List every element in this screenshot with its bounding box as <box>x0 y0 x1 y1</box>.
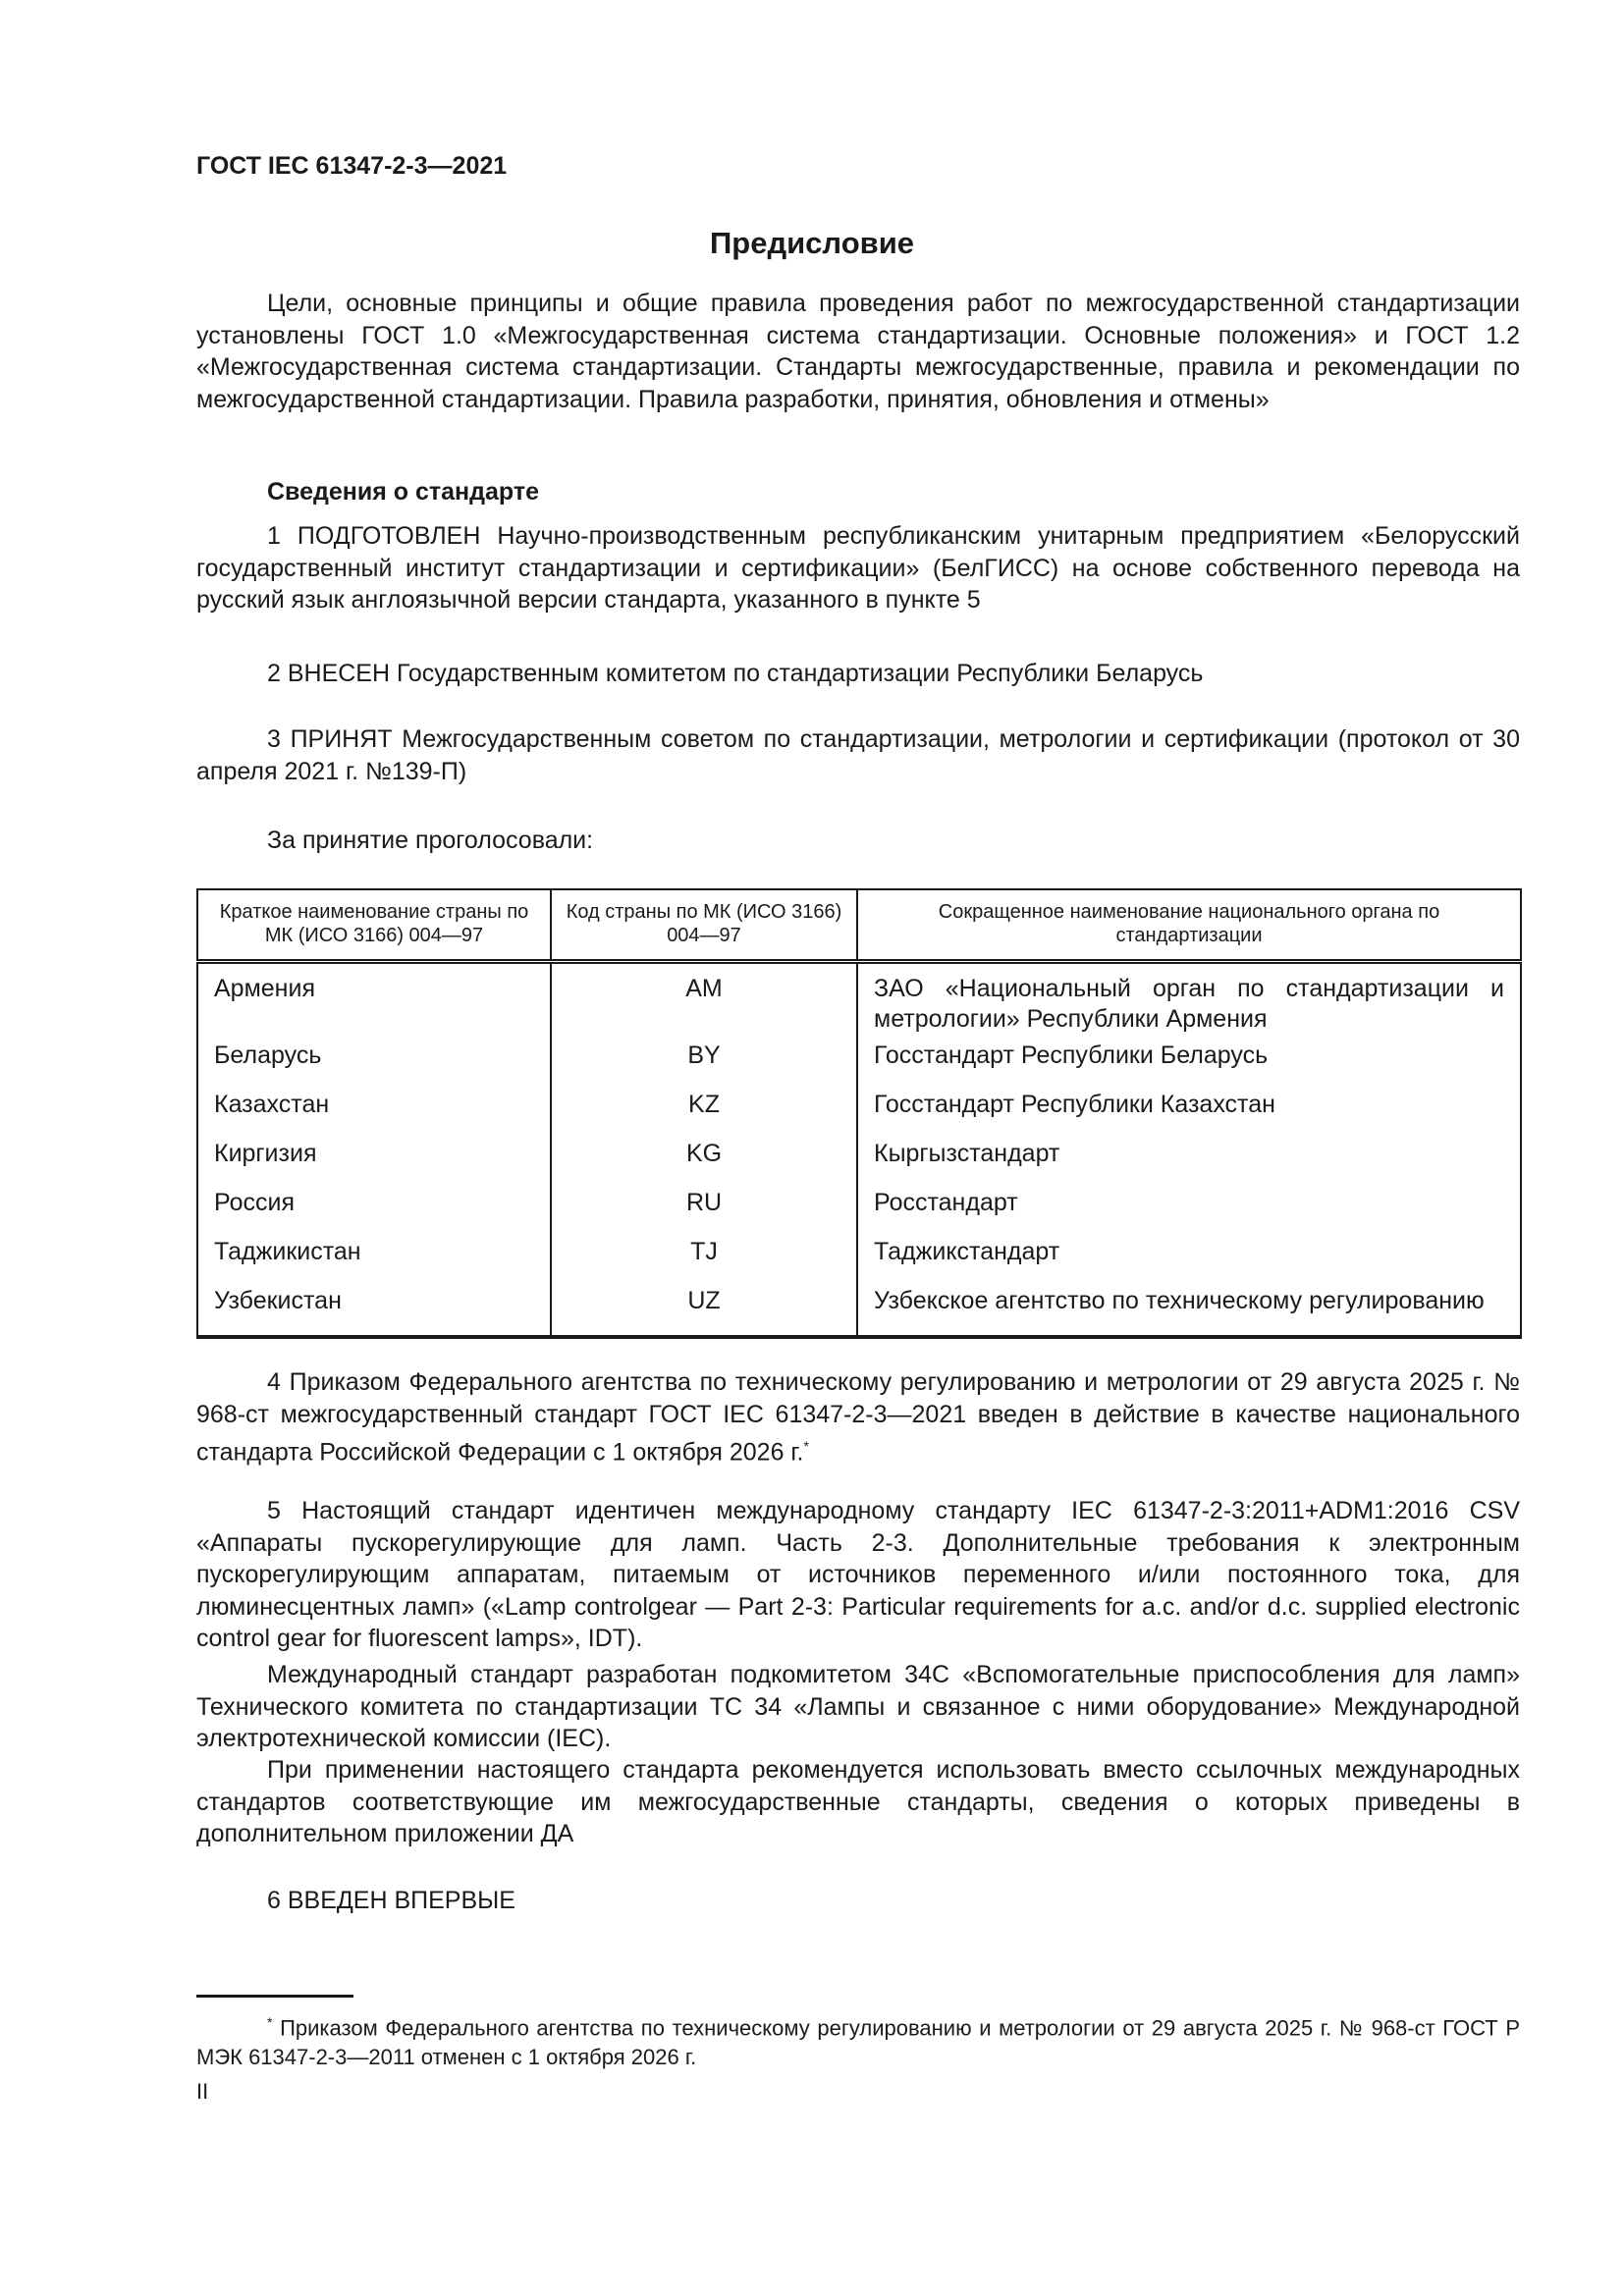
cell-body: Госстандарт Республики Казахстан <box>857 1090 1521 1139</box>
table-row <box>197 1041 1521 1090</box>
footnote-mark: * <box>267 2014 273 2030</box>
item-3: 3 ПРИНЯТ Межгосударственным советом по стандартизации, метрологии и сертификации (протокол от 30 апреля 2021 г. №139-П) <box>196 725 1520 785</box>
item-5-paragraph-3: При применении настоящего стандарта рекомендуется использовать вместо ссылочных международных стандартов соответствующие им межгосударственные стандарты, сведения о которых приведены в дополнительном приложении ДА <box>196 1756 1520 1847</box>
cell-code: KZ <box>551 1090 857 1139</box>
voted-label: За принятие проголосовали: <box>267 827 594 854</box>
item-5-paragraph-2: Международный стандарт разработан подкомитетом 34С «Вспомогательные приспособления для ламп» Технического комитета по стандартизации ТС 34 «Лампы и связанное с ними оборудование» Международной электротехнической комиссии (IEC). <box>196 1661 1520 1752</box>
table-header-row <box>197 889 1521 962</box>
item-4: 4 Приказом Федерального агентства по техническому регулированию и метрологии от 29 августа 2025 г. № 968-ст межгосударственный стандарт ГОСТ IEC 61347-2-3—2021 введен в действие в качестве национального стандарта Российской Федерации с 1 октября 2026 г.* <box>196 1368 1520 1467</box>
table-row <box>197 962 1521 1041</box>
item-2: 2 ВНЕСЕН Государственным комитетом по стандартизации Республики Беларусь <box>267 660 1204 687</box>
intro-paragraph <box>196 288 1520 415</box>
table-row <box>197 1286 1521 1337</box>
item-5: 5 Настоящий стандарт идентичен международному стандарту IEC 61347-2-3:2011+ADM1:2016 CSV «Аппараты пускорегулирующие для ламп. Часть 2-3. Дополнительные требования к электронным пускорегулирующим аппаратам, питаемым от источников переменного и/или постоянного тока, для люминесцентных ламп» («Lamp controlgear — Part 2-3: Particular requirements for a.c. and/or d.c. supplied electronic control gear for fluorescent lamps», IDT). <box>196 1497 1520 1652</box>
section-heading: Сведения о стандарте <box>267 478 540 506</box>
cell-body: Росстандарт <box>857 1188 1521 1237</box>
header-country: Краткое наименование страны по МК (ИСО 3166) 004—97 <box>197 889 551 962</box>
footnote-separator <box>196 1995 353 1998</box>
header-code: Код страны по МК (ИСО 3166) 004—97 <box>551 889 857 962</box>
header-body: Сокращенное наименование национального органа по стандартизации <box>857 889 1521 962</box>
cell-code: KG <box>551 1139 857 1188</box>
page-title: Предисловие <box>709 226 914 260</box>
cell-body: Кыргызстандарт <box>857 1139 1521 1188</box>
cell-body: Таджикстандарт <box>857 1237 1521 1286</box>
voting-countries-table <box>196 888 1522 1339</box>
cell-country: Россия <box>214 1188 295 1216</box>
cell-code: BY <box>551 1041 857 1090</box>
footnote-text: Приказом Федерального агентства по техническому регулированию и метрологии от 29 августа 2025 г. № 968-ст ГОСТ Р МЭК 61347-2-3—2011 отменен с 1 октября 2026 г. <box>196 2015 1520 2070</box>
table-row <box>197 1139 1521 1188</box>
cell-body: ЗАО «Национальный орган по стандартизации и метрологии» Республики Армения <box>857 962 1521 1041</box>
document-id-header: ГОСТ IEC 61347-2-3—2021 <box>196 152 508 180</box>
item-6: 6 ВВЕДЕН ВПЕРВЫЕ <box>267 1887 515 1914</box>
cell-country: Армения <box>214 975 315 1002</box>
cell-body: Госстандарт Республики Беларусь <box>857 1041 1521 1090</box>
footnote-mark: * <box>803 1438 809 1454</box>
cell-country: Узбекистан <box>214 1286 342 1314</box>
intro-text: Цели, основные принципы и общие правила проведения работ по межгосударственной стандартизации установлены ГОСТ 1.0 «Межгосударственная система стандартизации. Основные положения» и ГОСТ 1.2 «Межгосударственная система стандартизации. Стандарты межгосударственные, правила и рекомендации по межгосударственной стандартизации. Правила разработки, принятия, обновления и отмены» <box>196 290 1520 413</box>
table-row <box>197 1090 1521 1139</box>
cell-code: TJ <box>551 1237 857 1286</box>
cell-code: RU <box>551 1188 857 1237</box>
page-number: II <box>196 2079 209 2104</box>
table-row <box>197 1237 1521 1286</box>
footnote <box>196 2007 1520 2072</box>
cell-code: UZ <box>551 1286 857 1337</box>
cell-country: Таджикистан <box>214 1237 361 1265</box>
cell-code: AM <box>551 962 857 1041</box>
cell-body: Узбекское агентство по техническому регулированию <box>857 1286 1521 1337</box>
cell-country: Киргизия <box>214 1139 317 1167</box>
item-1: 1 ПОДГОТОВЛЕН Научно-производственным республиканским унитарным предприятием «Белорусский государственный институт стандартизации и сертификации» (БелГИСС) на основе собственного перевода на русский язык англоязычной версии стандарта, указанного в пункте 5 <box>196 522 1520 614</box>
cell-country: Казахстан <box>214 1090 330 1118</box>
cell-country: Беларусь <box>214 1041 322 1069</box>
table-row <box>197 1188 1521 1237</box>
